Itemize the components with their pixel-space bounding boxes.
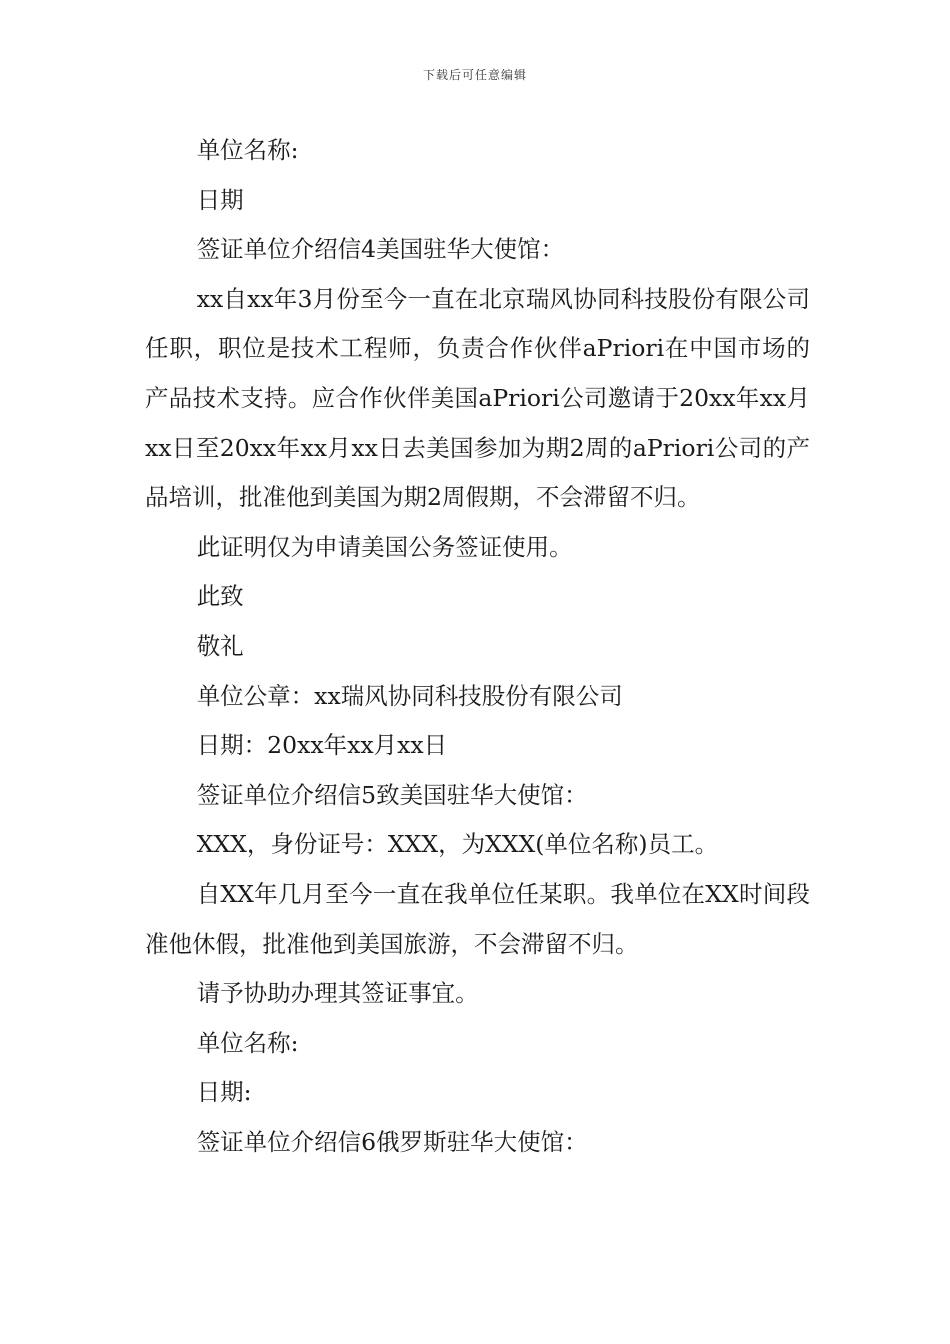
document-body <box>145 126 810 1167</box>
paragraph-date-2: 日期: <box>196 1078 252 1107</box>
paragraph-letter5-request: 请予协助办理其签证事宜。 <box>196 979 479 1008</box>
paragraph-letter6-heading: 签证单位介绍信6俄罗斯驻华大使馆： <box>196 1127 588 1156</box>
paragraph-unit-name: 单位名称: <box>196 136 299 164</box>
paragraph-letter4-body: xx自xx年3月份至今一直在北京瑞风协同科技股份有限公司任职，职位是技术工程师，负责合作伙伴aPriori在中国市场的产品技术支持。应合作伙伴美国aPriori公司邀请于20xx年xx月xx日至20xx年xx月xx日去美国参加为期2周的aPriori公司的产品培训，批准他到美国为期2周假期，不会滞留不归。 <box>145 284 810 512</box>
page-header: 下载后可任意编辑 <box>422 68 527 82</box>
paragraph-letter4-heading: 签证单位介绍信4美国驻华大使馆： <box>196 235 565 264</box>
paragraph-date: 日期 <box>196 185 244 214</box>
paragraph-unit-name-2: 单位名称: <box>196 1028 299 1057</box>
paragraph-salutation: 此致 <box>196 582 244 611</box>
paragraph-seal: 单位公章：xx瑞风协同科技股份有限公司 <box>196 681 623 710</box>
paragraph-seal-date: 日期：20xx年xx月xx日 <box>196 731 448 760</box>
paragraph-letter5-id: XXX，身份证号：XXX，为XXX(单位名称)员工。 <box>196 830 719 859</box>
paragraph-regards: 敬礼 <box>196 631 244 660</box>
paragraph-letter5-heading: 签证单位介绍信5致美国驻华大使馆： <box>196 780 588 809</box>
paragraph-letter5-body: 自XX年几月至今一直在我单位任某职。我单位在XX时间段准他休假，批准他到美国旅游，不会滞留不归。 <box>145 879 810 958</box>
paragraph-letter4-purpose: 此证明仅为申请美国公务签证使用。 <box>196 532 573 561</box>
